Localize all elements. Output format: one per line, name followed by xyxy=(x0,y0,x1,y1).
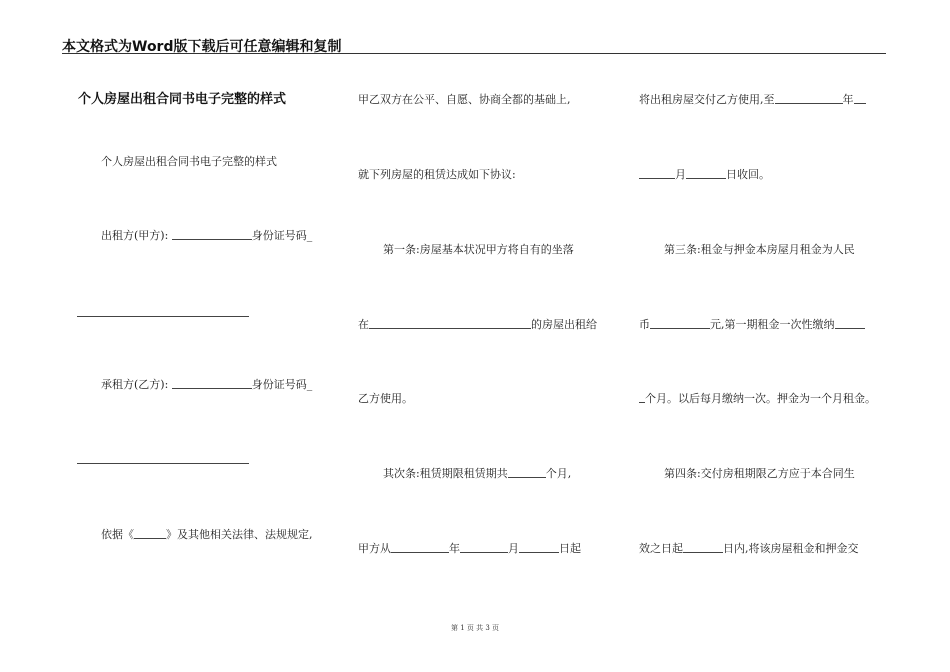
term-pre: 其次条:租赁期限租赁期共 xyxy=(383,467,508,480)
location-pre: 在 xyxy=(358,318,369,331)
location-blank xyxy=(369,318,531,329)
start-day-blank xyxy=(519,542,559,553)
page-number: 第 1 页 共 3 页 xyxy=(450,624,500,632)
lessee-line xyxy=(101,378,312,392)
law-name-blank xyxy=(134,528,166,539)
document-subtitle: 个人房屋出租合同书电子完整的样式 xyxy=(101,155,277,168)
col2-line-1: 甲乙双方在公平、自愿、协商全都的基础上, xyxy=(358,93,571,106)
basis-line xyxy=(101,528,313,542)
rent-line xyxy=(639,318,865,332)
deadline-pre: 效之日起 xyxy=(639,542,683,555)
deposit-line xyxy=(639,392,876,406)
end-month-blank xyxy=(639,168,675,179)
lessee-label: 承租方(乙方): xyxy=(101,378,169,391)
end-day-blank xyxy=(686,168,726,179)
basis-pre: 依据《 xyxy=(101,528,134,541)
article-2-line xyxy=(383,467,571,481)
property-location-line xyxy=(358,318,597,332)
start-year: 年 xyxy=(449,542,460,555)
end-year-blank xyxy=(775,93,843,104)
article-3-line: 第三条:租金与押金本房屋月租金为人民 xyxy=(664,243,855,256)
lessor-line xyxy=(101,229,312,243)
end-year-tail-blank xyxy=(854,93,866,104)
payment-deadline-line xyxy=(639,542,859,556)
start-day: 日起 xyxy=(559,542,581,555)
start-pre: 甲方从 xyxy=(358,542,391,555)
document-title: 个人房屋出租合同书电子完整的样式 xyxy=(78,92,287,107)
lessor-label: 出租方(甲方): xyxy=(101,229,169,242)
first-payment-blank xyxy=(835,318,865,329)
start-month: 月 xyxy=(508,542,519,555)
lessee-id-label: 身份证号码_ xyxy=(251,378,313,391)
end-year: 年 xyxy=(842,93,854,106)
lessee-id-blank xyxy=(77,463,249,464)
deadline-days-blank xyxy=(683,542,723,553)
location-post: 的房屋出租给 xyxy=(531,318,597,331)
lessor-name-blank xyxy=(172,229,252,240)
col2-line-5: 乙方使用。 xyxy=(358,392,413,405)
rent-pre: 币 xyxy=(639,318,650,331)
term-post: 个月, xyxy=(545,467,572,480)
lessor-id-blank xyxy=(77,316,249,317)
document-header: 本文格式为Word版下载后可任意编辑和复制 xyxy=(62,39,342,55)
end-year-line xyxy=(639,93,866,107)
col2-line-2: 就下列房屋的租赁达成如下协议: xyxy=(358,168,516,181)
rent-amount-blank xyxy=(650,318,710,329)
basis-post: 》及其他相关法律、法规规定, xyxy=(166,528,313,541)
start-year-blank xyxy=(391,542,449,553)
end-date-line xyxy=(639,168,770,182)
start-date-line xyxy=(358,542,581,556)
article-4-line: 第四条:交付房租期限乙方应于本合同生 xyxy=(664,467,855,480)
end-pre: 将出租房屋交付乙方使用,至 xyxy=(639,93,775,106)
term-months-blank xyxy=(508,467,546,478)
rent-mid: 元,第一期租金一次性缴纳 xyxy=(710,318,835,331)
end-month: 月 xyxy=(675,168,686,181)
lessor-id-label: 身份证号码_ xyxy=(251,229,313,242)
lessee-name-blank xyxy=(172,378,252,389)
header-rule xyxy=(62,53,886,54)
deposit-text: 个月。以后每月缴纳一次。押金为一个月租金。 xyxy=(645,392,876,405)
article-1-line: 第一条:房屋基本状况甲方将自有的坐落 xyxy=(383,243,574,256)
start-month-blank xyxy=(460,542,508,553)
end-post: 日收回。 xyxy=(726,168,770,181)
deadline-post: 日内,将该房屋租金和押金交 xyxy=(723,542,859,555)
